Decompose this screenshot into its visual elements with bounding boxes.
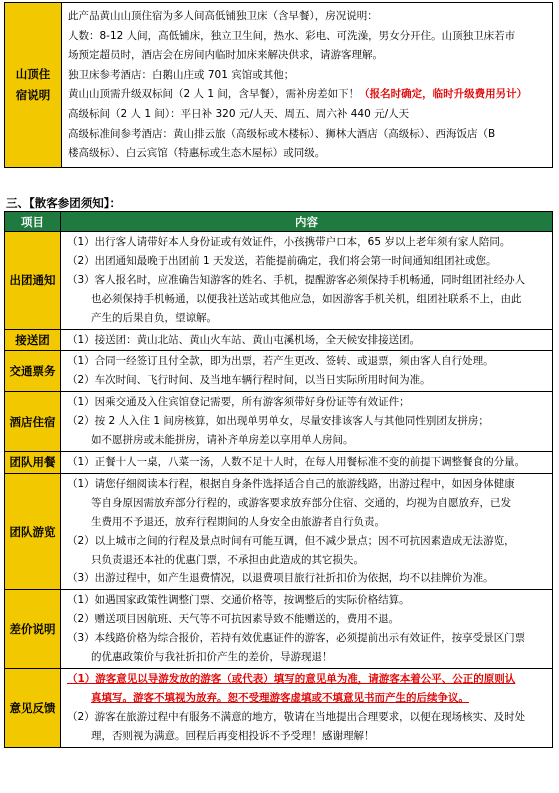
row-line: 也必须保持手机畅通，以便我社送站或其他应急，如因游客手机关机，组团社联系不上，由此 <box>91 292 522 305</box>
row-line: （1）因乘交通及入住宾馆登记需要，所有游客须带好身份证等有效证件； <box>67 396 410 409</box>
row-line: 生费用不予退还，放弃行程期间的人身安全由旅游者自行负责。 <box>91 515 385 528</box>
row-line-emphasis: 真填写。游客不填视为放弃。恕不受理游客虚填或不填意见书而产生的后续争议。 <box>91 691 469 704</box>
row-line: （1）请您仔细阅读本行程，根据自身条件选择适合自己的旅游线路，出游过程中，如因身体健康 <box>67 477 515 490</box>
row-line-emphasis: （1）游客意见以导游发放的游客（或代表）填写的意见单为准，请游客本着公平、公正的原则认 <box>67 672 516 685</box>
row-content <box>61 232 553 330</box>
accommodation-line: 场预定超员时，酒店会在房间内临时加床来解决供求，请游客理解。 <box>68 49 383 62</box>
row-line: （2）以上城市之间的行程及景点时间有可能互调，但不减少景点；因不可抗因素造成无法游览， <box>67 534 515 547</box>
section-heading: 三、【散客参团须知】： <box>6 196 121 210</box>
row-line: （2）车次时间、飞行时间、及当地车辆行程时间，以当日实际所用时间为准。 <box>67 374 431 387</box>
table-row <box>5 329 553 351</box>
row-line: 的优惠政策价与我社折扣价产生的差价，导游现退！ <box>91 651 333 664</box>
row-line: 产生的后果自负，望谅解。 <box>91 311 217 324</box>
upgrade-line <box>68 85 546 105</box>
row-line: 只负责退还本社的优惠门票，不承担由此造成的其它损失。 <box>91 553 364 566</box>
notice-table <box>4 211 553 748</box>
row-line: （1）正餐十人一桌，八菜一汤，人数不足十人时，在每人用餐标准不变的前提下调整餐食的分量。 <box>67 455 526 468</box>
accommodation-label: 山顶住宿说明 <box>5 3 62 168</box>
row-category: 酒店住宿 <box>5 392 61 452</box>
table-row <box>5 232 553 330</box>
table-row <box>5 351 553 392</box>
row-category: 团队用餐 <box>5 451 61 473</box>
table-row <box>5 473 553 589</box>
table-row <box>5 451 553 473</box>
row-line: 等自身原因需放弃部分行程的，或游客要求放弃部分住宿、交通的，均视为自愿放弃，已发 <box>91 496 511 509</box>
row-line: （2）按 2 人入住 1 间房核算，如出现单男单女，尽量安排该客人与其他同性别团友拼房； <box>67 415 489 428</box>
row-line: （3）出游过程中，如产生退费情况，以退费项目旅行社折扣价为依据，均不以挂牌价为准。 <box>67 572 494 585</box>
header-item: 项目 <box>5 212 61 232</box>
row-content <box>61 451 553 473</box>
row-line: （1）接送团：黄山北站、黄山火车站、黄山屯溪机场，全天候安排接送团。 <box>67 333 421 346</box>
price-line: 高级标间（2 人 1 间）：平日补 320 元/人天、周五、周六补 440 元/人天 <box>68 107 410 120</box>
row-content <box>61 329 553 351</box>
row-category: 差价说明 <box>5 590 61 669</box>
row-line: （2）赠送项目因航班、天气等不可抗因素导致不能赠送的，费用不退。 <box>67 613 400 626</box>
row-category: 意见反馈 <box>5 668 61 747</box>
row-line: （3）本线路价格为综合报价，若持有效优惠证件的游客，必须提前出示有效证件，按享受景区门票 <box>67 632 526 645</box>
reference-hotel-line: 楼高级标）、白云宾馆（特惠标或生态木屋标）或同级。 <box>68 147 326 160</box>
accommodation-content <box>62 3 553 168</box>
upgrade-text: 黄山山顶需升级双标间（2 人 1 间，含早餐），需补房差如下！ <box>68 88 360 101</box>
table-row <box>5 590 553 669</box>
accommodation-line: 此产品黄山山顶住宿为多人间高低铺独卫床（含早餐），房况说明： <box>68 10 378 22</box>
row-content <box>61 473 553 589</box>
row-category: 接送团 <box>5 329 61 351</box>
table-row <box>5 392 553 452</box>
row-line: 如不愿拼房或未能拼房，请补齐单房差以享用单人房间。 <box>91 434 354 447</box>
row-line: （2）游客在旅游过程中有服务不满意的地方，敬请在当地提出合理要求，以便在现场核实、及时处 <box>67 710 526 723</box>
accommodation-line: 人数：8-12 人间，高低铺床，独立卫生间，热水、彩电、可洗澡，男女分开住。山顶独卫床若市 <box>68 29 516 42</box>
row-category: 出团通知 <box>5 232 61 330</box>
row-line: （3）客人报名时，应准确告知游客的姓名、手机，提醒游客必须保持手机畅通，同时组团社经办人 <box>67 273 526 286</box>
table-header-row <box>5 212 553 232</box>
row-category: 团队游览 <box>5 473 61 589</box>
header-content: 内容 <box>61 212 553 232</box>
row-category: 交通票务 <box>5 351 61 392</box>
reference-hotel-line: 高级标准间参考酒店：黄山排云旅（高级标或木楼标）、狮林大酒店（高级标）、西海饭店（B <box>68 127 496 140</box>
accommodation-line: 独卫床参考酒店：白鹅山庄或 701 宾馆或其他； <box>68 68 295 81</box>
row-line: （1）如遇国家政策性调整门票、交通价格等，按调整后的实际价格结算。 <box>67 594 410 607</box>
row-line: 理，否则视为满意。回程后再变相投诉不予受理！感谢理解！ <box>91 729 375 742</box>
upgrade-note: （报名时确定，临时升级费用另计） <box>359 88 528 101</box>
row-line: （2）出团通知最晚于出团前 1 天发送，若能提前确定，我们将会第一时间通知组团社或您。 <box>67 254 497 267</box>
row-content <box>61 590 553 669</box>
row-line: （1）合同一经签订且付全款，即为出票，若产生更改、签转、或退票，须由客人自行处理。 <box>67 355 494 368</box>
row-line: （1）出行客人请带好本人身份证或有效证件，小孩携带户口本，65 岁以上老年须有家人陪同。 <box>67 236 511 248</box>
accommodation-table <box>4 2 553 168</box>
row-content <box>61 392 553 452</box>
row-content <box>61 351 553 392</box>
row-content <box>61 668 553 747</box>
table-row <box>5 668 553 747</box>
